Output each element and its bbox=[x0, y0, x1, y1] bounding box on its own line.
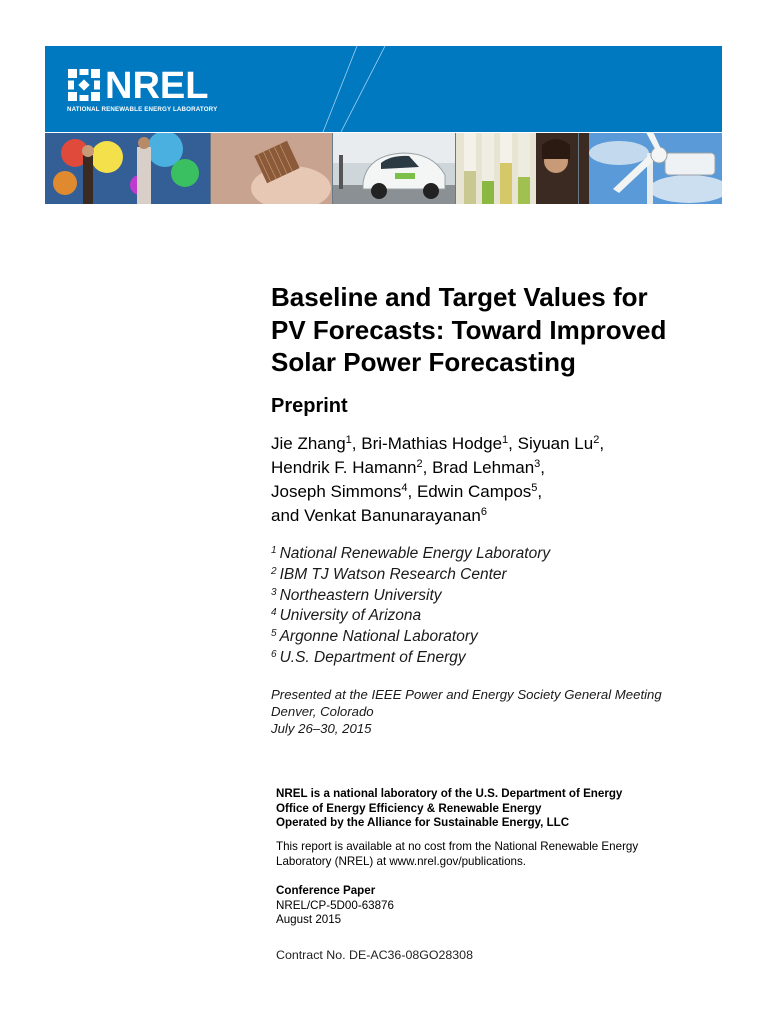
affiliation-number: 5 bbox=[271, 628, 277, 640]
affiliation-item bbox=[271, 606, 741, 627]
conference-info bbox=[271, 686, 751, 737]
author-separator: , bbox=[540, 458, 546, 477]
availability-line: This report is available at no cost from the National Renewable Energy bbox=[276, 840, 639, 853]
author-name: Edwin Campos bbox=[416, 482, 532, 501]
affiliation-number: 4 bbox=[271, 607, 277, 619]
availability-notice bbox=[276, 839, 716, 869]
author-affiliation-number: 2 bbox=[593, 434, 600, 446]
author-name: and Venkat Banunarayanan bbox=[271, 506, 481, 525]
affiliation-name: IBM TJ Watson Research Center bbox=[279, 565, 507, 583]
affiliation-number: 3 bbox=[271, 586, 277, 598]
visualization-photo bbox=[45, 133, 210, 204]
author-affiliation-number: 1 bbox=[502, 434, 509, 446]
title-line: Solar Power Forecasting bbox=[271, 347, 576, 377]
author-name: Bri-Mathias Hodge bbox=[361, 434, 503, 453]
author-name: Jie Zhang bbox=[271, 434, 346, 453]
affiliation-item bbox=[271, 586, 741, 607]
affiliation-number: 6 bbox=[271, 648, 277, 660]
author-affiliation-number: 6 bbox=[480, 506, 487, 518]
nrel-logo-mark-icon bbox=[67, 68, 101, 102]
author-affiliation-number: 3 bbox=[534, 458, 541, 470]
affiliation-item bbox=[271, 648, 741, 669]
report-details bbox=[276, 884, 576, 928]
author-separator: , bbox=[599, 434, 605, 453]
affiliation-name: National Renewable Energy Laboratory bbox=[279, 545, 551, 562]
photo-strip bbox=[45, 133, 722, 204]
author-separator: , bbox=[537, 482, 543, 501]
report-date: August 2015 bbox=[276, 913, 342, 926]
conference-name: Presented at the IEEE Power and Energy Society General Meeting bbox=[271, 687, 662, 702]
logo-subtitle: NATIONAL RENEWABLE ENERGY LABORATORY bbox=[67, 106, 218, 113]
author-name: Hendrik F. Hamann bbox=[271, 458, 417, 477]
biofuel-tubes-photo bbox=[456, 133, 578, 204]
affiliation-list bbox=[271, 544, 741, 669]
author-separator: , bbox=[508, 434, 518, 453]
author-line bbox=[271, 456, 741, 480]
author-list bbox=[271, 432, 741, 528]
title-line: Baseline and Target Values for bbox=[271, 282, 648, 312]
author-separator: , bbox=[407, 482, 417, 501]
report-number: NREL/CP-5D00-63876 bbox=[276, 898, 394, 912]
lab-statement-line: Office of Energy Efficiency & Renewable Energy bbox=[276, 801, 542, 815]
availability-line[interactable]: Laboratory (NREL) at www.nrel.gov/publications. bbox=[276, 855, 527, 868]
author-name: Siyuan Lu bbox=[517, 434, 594, 453]
author-affiliation-number: 4 bbox=[401, 482, 408, 494]
author-line bbox=[271, 504, 741, 528]
author-affiliation-number: 1 bbox=[345, 434, 352, 446]
document-type: Preprint bbox=[271, 395, 348, 417]
solar-cell-photo bbox=[211, 133, 332, 204]
wind-turbine-photo bbox=[589, 133, 722, 204]
header-banner bbox=[45, 46, 722, 132]
conference-location: Denver, Colorado bbox=[271, 704, 374, 719]
author-affiliation-number: 5 bbox=[531, 482, 538, 494]
report-type: Conference Paper bbox=[276, 884, 376, 897]
conference-dates: July 26–30, 2015 bbox=[271, 721, 372, 736]
lab-statement bbox=[276, 787, 736, 831]
affiliation-name: U.S. Department of Energy bbox=[279, 648, 466, 666]
logo-wordmark: NREL bbox=[105, 65, 209, 107]
affiliation-number: 2 bbox=[271, 565, 277, 577]
affiliation-item bbox=[271, 565, 741, 586]
author-affiliation-number: 2 bbox=[416, 458, 423, 470]
lab-statement-line: Operated by the Alliance for Sustainable Energy, LLC bbox=[276, 816, 570, 829]
title-line: PV Forecasts: Toward Improved bbox=[271, 314, 667, 345]
author-separator: , bbox=[422, 458, 433, 477]
lab-statement-line: NREL is a national laboratory of the U.S. Department of Energy bbox=[276, 787, 623, 800]
author-name: Joseph Simmons bbox=[271, 482, 402, 501]
electric-vehicle-photo bbox=[333, 133, 455, 204]
author-line bbox=[271, 432, 741, 456]
contract-number: Contract No. DE-AC36-08GO28308 bbox=[276, 948, 473, 962]
affiliation-name: Argonne National Laboratory bbox=[279, 628, 478, 646]
author-line bbox=[271, 480, 741, 504]
affiliation-name: University of Arizona bbox=[279, 607, 422, 625]
author-name: Brad Lehman bbox=[432, 458, 535, 477]
paper-title bbox=[271, 281, 731, 379]
affiliation-number: 1 bbox=[271, 545, 277, 556]
author-separator: , bbox=[351, 434, 362, 453]
affiliation-item bbox=[271, 627, 741, 648]
affiliation-name: Northeastern University bbox=[279, 586, 442, 604]
affiliation-item bbox=[271, 544, 741, 565]
researcher-photo bbox=[579, 133, 589, 204]
